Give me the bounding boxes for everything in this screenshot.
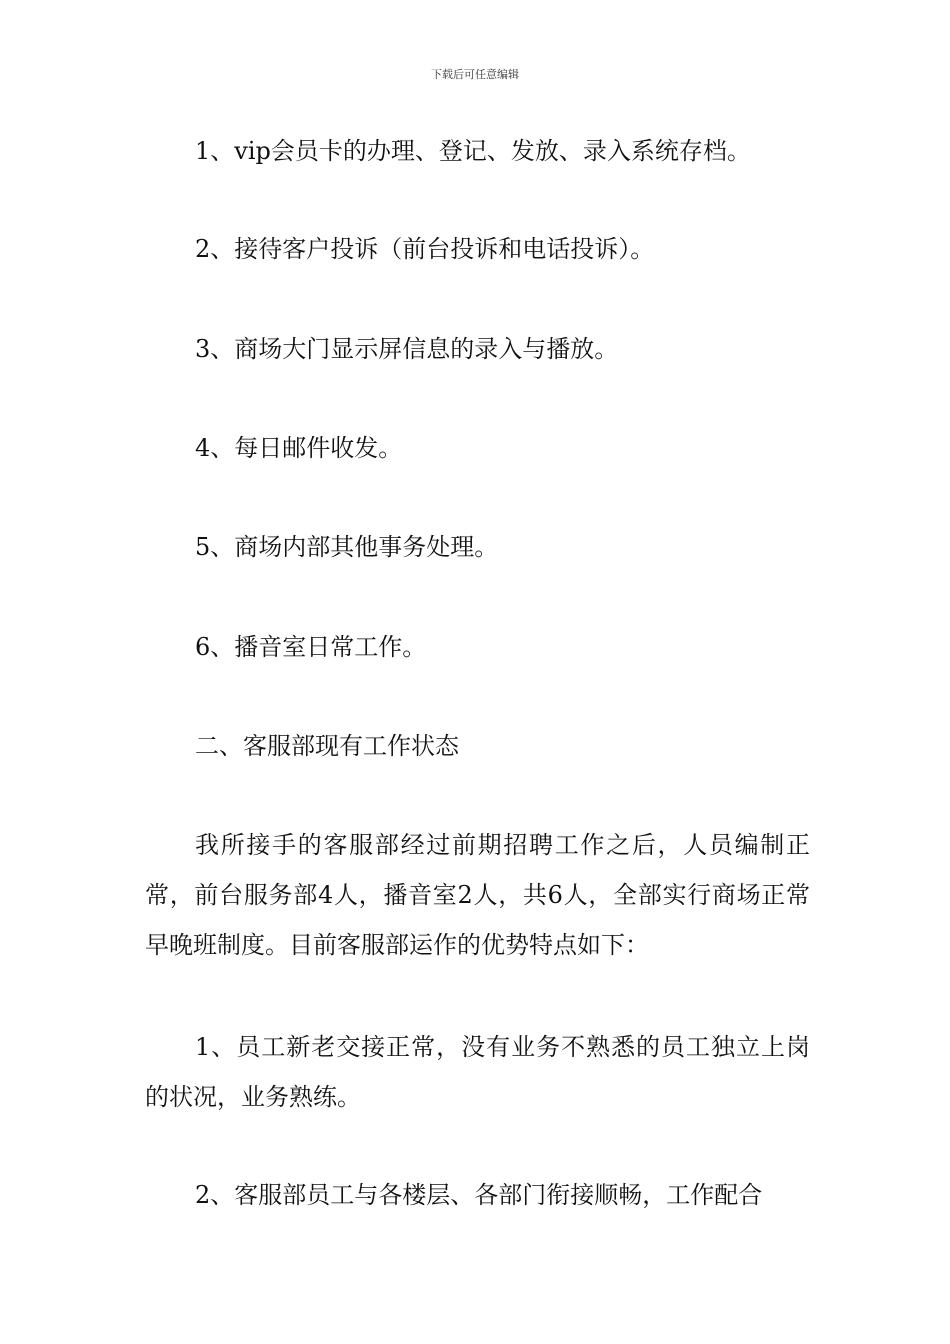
duty-item-3: 3、商场大门显示屏信息的录入与播放。 <box>195 335 619 363</box>
paragraph-point-1: 1、员工新老交接正常，没有业务不熟悉的员工独立上岗的状况，业务熟练。 <box>145 1033 810 1111</box>
paragraph-point-2: 2、客服部员工与各楼层、各部门衔接顺畅，工作配合 <box>195 1181 763 1209</box>
duty-item-6: 6、播音室日常工作。 <box>195 633 427 661</box>
duty-item-2: 2、接待客户投诉（前台投诉和电话投诉）。 <box>195 235 655 263</box>
paragraph-overview: 我所接手的客服部经过前期招聘工作之后，人员编制正常，前台服务部4人，播音室2人，共6人，全部实行商场正常早晚班制度。目前客服部运作的优势特点如下： <box>145 831 810 959</box>
duty-item-5: 5、商场内部其他事务处理。 <box>195 533 499 561</box>
section-heading: 二、客服部现有工作状态 <box>195 732 459 760</box>
duty-item-1: 1、vip会员卡的办理、登记、发放、录入系统存档。 <box>195 137 751 165</box>
header-note: 下载后可任意编辑 <box>431 68 519 81</box>
duty-item-4: 4、每日邮件收发。 <box>195 434 403 462</box>
